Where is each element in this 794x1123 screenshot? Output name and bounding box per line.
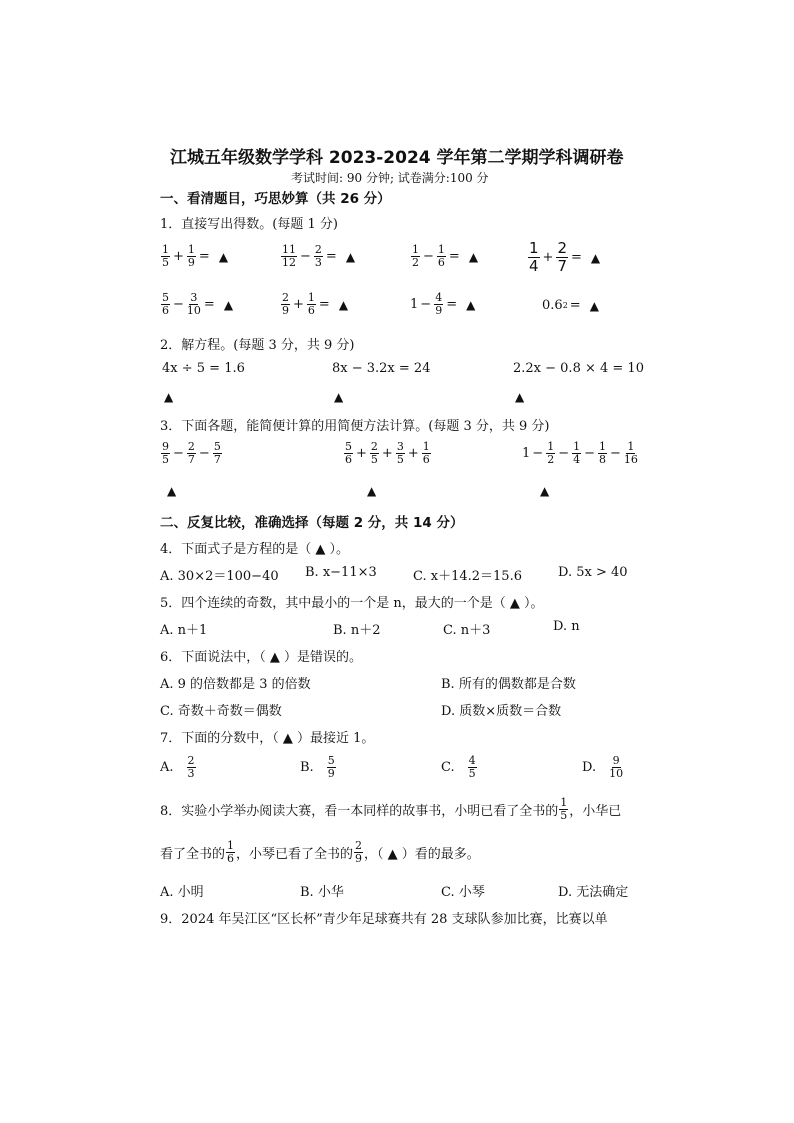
q8-option-b: B. 小华 [300, 885, 344, 900]
answer-triangle-icon: ▲ [164, 390, 174, 404]
q3-expr-b: $\frac{5}{6}$ + $\frac{2}{5}$ + $\frac{3}{5}$ + $\frac{1}{6}$ [345, 440, 430, 466]
operator: − [423, 249, 434, 264]
q1-expr-d: $\frac{1}{4}$ + $\frac{2}{7}$ = ▲ [529, 239, 601, 275]
den: 5 [162, 256, 169, 269]
q1-label: 1．直接写出得数。(每题 1 分) [160, 217, 338, 232]
operator: + [293, 297, 304, 312]
operator: − [420, 297, 432, 312]
den: 3 [314, 256, 322, 269]
num: 4 [435, 291, 443, 304]
q1-expr-e: $\frac{5}{6}$ − $\frac{3}{10}$ = ▲ [162, 291, 234, 317]
num: 2 [370, 440, 378, 453]
answer-triangle-icon: ▲ [334, 390, 344, 404]
operator: + [542, 250, 554, 265]
option-letter: B. [300, 760, 314, 775]
num: 1 [227, 839, 235, 852]
q6-option-c: C. 奇数＋奇数＝偶数 [160, 704, 282, 719]
q8-text: 8．实验小学举办阅读大赛，看一本同样的故事书，小明已看了全书的 [160, 804, 559, 819]
num: 5 [345, 440, 352, 453]
q4-option-a: A. 30×2＝100−40 [160, 569, 279, 584]
num: 3 [190, 291, 198, 304]
q5-option-c: C. n＋3 [443, 623, 491, 638]
q8-option-a: A. 小明 [160, 885, 204, 900]
operator: − [300, 249, 311, 264]
den: 7 [187, 453, 195, 466]
q1-expr-g: 1 − $\frac{4}{9}$ = ▲ [410, 291, 476, 317]
answer-triangle-icon: ▲ [223, 297, 234, 312]
q3-label: 3．下面各题，能简便计算的用简便方法计算。(每题 3 分，共 9 分) [160, 419, 550, 434]
num: 2 [355, 839, 363, 852]
answer-triangle-icon: ▲ [540, 484, 550, 498]
q4-option-c: C. x＋14.2＝15.6 [413, 569, 522, 584]
num: 11 [282, 243, 296, 256]
q8-stem-line-1 [160, 797, 621, 822]
q3-expr-a: $\frac{9}{5}$ − $\frac{2}{7}$ − $\frac{5}{7}$ [162, 440, 221, 466]
answer-triangle-icon: ▲ [338, 297, 349, 312]
section-1-heading: 一、看清题目，巧思妙算（共 26 分） [160, 191, 391, 207]
q7-option-b [300, 755, 337, 780]
q6-option-b: B. 所有的偶数都是合数 [441, 677, 576, 692]
q6-stem: 6．下面说法中，（ ▲ ）是错误的。 [160, 650, 363, 665]
den: 4 [573, 453, 581, 466]
operator: + [173, 249, 184, 264]
exam-subtitle: 考试时间: 90 分钟; 试卷满分:100 分 [291, 171, 489, 185]
den: 10 [609, 767, 624, 780]
den: 12 [282, 256, 296, 269]
den: 5 [396, 453, 404, 466]
den: 7 [557, 257, 567, 275]
den: 6 [307, 304, 315, 317]
num: 2 [187, 440, 195, 453]
den: 16 [623, 453, 638, 466]
option-letter: D. [582, 760, 597, 775]
q5-option-a: A. n＋1 [160, 623, 208, 638]
num: 1 [437, 243, 445, 256]
den: 9 [327, 767, 335, 780]
q6-option-d: D. 质数×质数＝合数 [441, 704, 562, 719]
num: 1 [162, 243, 169, 256]
answer-triangle-icon: ▲ [167, 484, 177, 498]
operator: − [173, 297, 184, 312]
q8-text: ，（ ▲ ）看的最多。 [364, 847, 480, 862]
den: 2 [412, 256, 419, 269]
q1-expr-a: $\frac{1}{5}$ + $\frac{1}{9}$ = ▲ [162, 243, 229, 269]
q8-text: 看了全书的 [160, 847, 226, 862]
q8-option-d: D. 无法确定 [558, 885, 629, 900]
q1-expr-h: 0.6 2 = ▲ [542, 298, 599, 313]
q7-option-a [160, 755, 197, 780]
den: 9 [282, 304, 289, 317]
q2-equation-3: 2.2x − 0.8 × 4 = 10 [513, 361, 644, 376]
whole-number: 1 [410, 297, 419, 312]
num: 1 [529, 239, 539, 257]
option-letter: C. [441, 760, 455, 775]
num: 5 [327, 754, 335, 767]
num: 1 [560, 796, 568, 809]
num: 9 [612, 754, 620, 767]
base: 0.6 [542, 298, 563, 313]
num: 2 [557, 239, 567, 257]
den: 6 [227, 852, 235, 865]
answer-triangle-icon: ▲ [590, 250, 601, 265]
q2-equation-1: 4x ÷ 5 = 1.6 [162, 361, 245, 376]
q7-option-c [441, 755, 478, 780]
num: 1 [307, 291, 315, 304]
q4-option-d: D. 5x > 40 [558, 565, 628, 580]
den: 9 [187, 256, 195, 269]
q4-stem: 4．下面式子是方程的是（ ▲ ）。 [160, 542, 350, 557]
den: 5 [162, 453, 169, 466]
answer-triangle-icon: ▲ [466, 297, 476, 312]
exam-title: 江城五年级数学学科 2023-2024 学年第二学期学科调研卷 [170, 148, 624, 168]
q2-label: 2．解方程。(每题 3 分，共 9 分) [160, 338, 355, 353]
num: 1 [187, 243, 195, 256]
num: 1 [547, 440, 555, 453]
q7-option-d [582, 755, 624, 780]
answer-triangle-icon: ▲ [218, 249, 229, 264]
q8-option-c: C. 小琴 [441, 885, 485, 900]
q2-equation-2: 8x − 3.2x = 24 [332, 361, 431, 376]
den: 6 [422, 453, 430, 466]
q4-option-b: B. x−11×3 [305, 565, 377, 580]
den: 9 [355, 852, 363, 865]
q8-text: ，小华已 [569, 804, 622, 819]
num: 2 [187, 754, 195, 767]
den: 3 [187, 767, 195, 780]
num: 9 [162, 440, 169, 453]
den: 5 [560, 809, 568, 822]
exponent: 2 [562, 301, 568, 310]
num: 2 [282, 291, 289, 304]
den: 6 [437, 256, 445, 269]
num: 1 [627, 440, 635, 453]
q3-expr-c: 1 − $\frac{1}{2}$ − $\frac{1}{4}$ − $\frac{1}{8}$ − $\frac{1}{16}$ [522, 440, 638, 466]
section-2-heading: 二、反复比较，准确选择（每题 2 分，共 14 分） [160, 515, 464, 531]
den: 4 [529, 257, 539, 275]
den: 6 [162, 304, 169, 317]
num: 4 [468, 754, 476, 767]
q5-option-d: D. n [553, 619, 580, 634]
num: 1 [422, 440, 430, 453]
answer-triangle-icon: ▲ [589, 298, 599, 313]
num: 5 [213, 440, 221, 453]
num: 1 [412, 243, 419, 256]
den: 5 [370, 453, 378, 466]
q9-stem: 9．2024 年吴江区“区长杯”青少年足球赛共有 28 支球队参加比赛，比赛以单 [160, 912, 608, 927]
num: 5 [162, 291, 169, 304]
num: 1 [573, 440, 581, 453]
den: 10 [186, 304, 201, 317]
den: 8 [599, 453, 606, 466]
answer-triangle-icon: ▲ [345, 249, 356, 264]
den: 2 [547, 453, 555, 466]
q7-stem: 7．下面的分数中，（ ▲ ）最接近 1。 [160, 731, 375, 746]
option-letter: A. [160, 760, 174, 775]
den: 6 [345, 453, 352, 466]
q1-expr-b: $\frac{11}{12}$ − $\frac{2}{3}$ = ▲ [282, 243, 356, 269]
answer-triangle-icon: ▲ [468, 249, 479, 264]
q5-option-b: B. n＋2 [333, 623, 381, 638]
num: 3 [396, 440, 404, 453]
den: 5 [468, 767, 476, 780]
q1-expr-f: $\frac{2}{9}$ + $\frac{1}{6}$ = ▲ [282, 291, 349, 317]
answer-triangle-icon: ▲ [367, 484, 377, 498]
q5-stem: 5．四个连续的奇数，其中最小的一个是 n，最大的一个是（ ▲ ）。 [160, 596, 544, 611]
den: 7 [213, 453, 221, 466]
q1-expr-c: $\frac{1}{2}$ − $\frac{1}{6}$ = ▲ [412, 243, 479, 269]
answer-triangle-icon: ▲ [515, 390, 525, 404]
whole-number: 1 [522, 446, 531, 461]
q8-text: ，小琴已看了全书的 [236, 847, 354, 862]
num: 1 [599, 440, 606, 453]
q6-option-a: A. 9 的倍数都是 3 的倍数 [160, 677, 311, 692]
q8-stem-line-2 [160, 840, 480, 865]
num: 2 [314, 243, 322, 256]
den: 9 [435, 304, 443, 317]
